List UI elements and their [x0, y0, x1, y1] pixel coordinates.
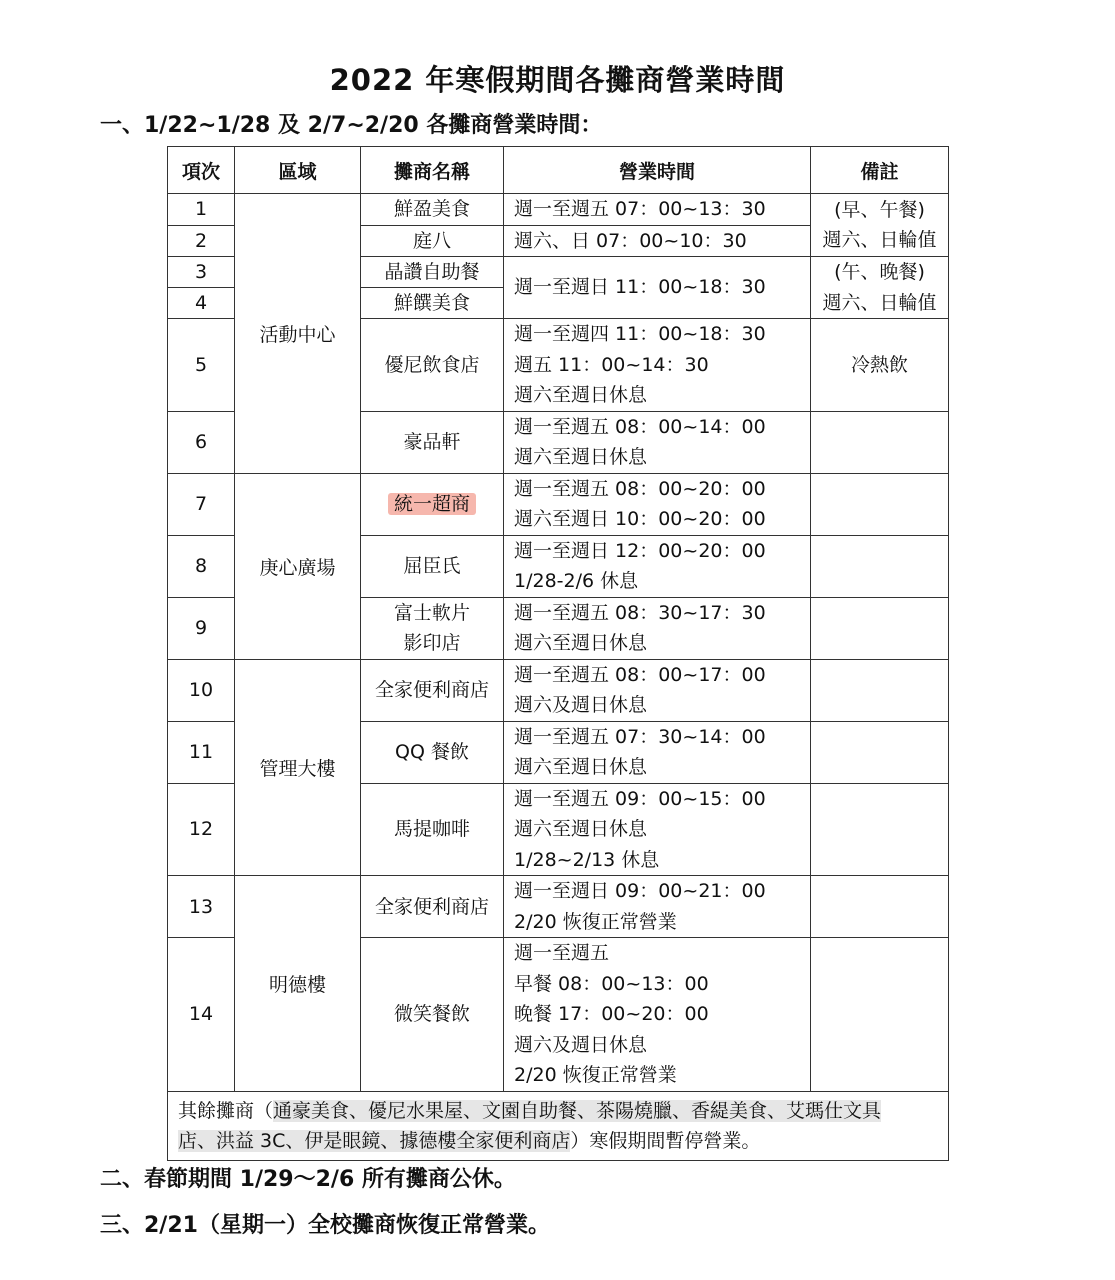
vendor-name-highlighted: 統一超商: [388, 493, 476, 515]
vendor-name: 全家便利商店: [361, 659, 504, 721]
area-activity-center: 活動中心: [235, 194, 361, 474]
note-cell: [811, 194, 949, 257]
item-no: 5: [168, 319, 235, 412]
vendor-name: QQ 餐飲: [361, 721, 504, 783]
note-cell: [811, 257, 949, 319]
hours-line: 週一至週五 08：00~17：00: [514, 663, 766, 686]
closed-vendor-list-2: 店、洪益 3C、伊是眼鏡、據德樓全家便利商店: [178, 1129, 571, 1152]
closed-vendors-note: [168, 1091, 949, 1160]
vendor-name: 馬提咖啡: [361, 783, 504, 876]
item-no: 3: [168, 257, 235, 288]
hours-line: 週六至週日休息: [514, 632, 648, 654]
item-no: 8: [168, 535, 235, 597]
hours-cell: 週一至週日 11：00~18：30: [504, 257, 811, 319]
hours-line: 早餐 08：00~13：00: [514, 972, 709, 995]
note-cell: [811, 876, 949, 938]
table-row: [168, 473, 949, 535]
table-row: [168, 194, 949, 226]
hours-line: 週一至週五 08：00~20：00: [514, 477, 766, 500]
hours-line: 晚餐 17：00~20：00: [514, 1003, 709, 1025]
note-cell: [811, 721, 949, 783]
hours-cell: [504, 659, 811, 721]
table-header-row: [168, 147, 949, 194]
vendor-name-line: 富士軟片: [393, 602, 470, 624]
vendor-name-line: 影印店: [403, 632, 461, 654]
header-vendor: 攤商名稱: [361, 147, 504, 194]
vendor-name: 屈臣氏: [361, 535, 504, 597]
hours-line: 週六及週日休息: [514, 1033, 648, 1056]
hours-line: 週一至週五: [514, 942, 610, 964]
vendor-name-cell: [361, 597, 504, 659]
header-hours: 營業時間: [504, 147, 811, 194]
hours-line: 週一至週五 08：00~14：00: [514, 415, 766, 438]
item-no: 4: [168, 288, 235, 319]
note-line: (午、晚餐): [834, 261, 925, 283]
hours-cell: 週一至週五 07：00~13：30: [504, 194, 811, 226]
note-line: (早、午餐): [834, 198, 925, 221]
hours-line: 1/28~2/13 休息: [514, 848, 660, 871]
hours-cell: 週六、日 07：00~10：30: [504, 225, 811, 257]
hours-line: 週一至週五 09：00~15：00: [514, 787, 766, 810]
note-cell: [811, 411, 949, 473]
schedule-table: [167, 146, 949, 1161]
hours-line: 週五 11：00~14：30: [514, 353, 709, 376]
table-row: [168, 659, 949, 721]
vendor-name-cell: [361, 473, 504, 535]
closed-vendor-list-1: 通豪美食、優尼水果屋、文園自助餐、茶陽燒臘、香緹美食、艾瑪仕文具: [273, 1099, 882, 1122]
note-cell: [811, 938, 949, 1092]
hours-cell: [504, 721, 811, 783]
note-line: 週六、日輪值: [822, 291, 937, 314]
footer-row: [168, 1091, 949, 1160]
hours-line: 週一至週日 12：00~20：00: [514, 539, 766, 562]
note-line: 週六、日輪值: [822, 229, 937, 251]
hours-cell: [504, 597, 811, 659]
hours-line: 週一至週五 08：30~17：30: [514, 601, 766, 624]
hours-cell: [504, 473, 811, 535]
area-mingde: 明德樓: [235, 876, 361, 1092]
hours-line: 週六及週日休息: [514, 694, 648, 716]
vendor-name: 鮮饌美食: [361, 288, 504, 319]
note-cell: [811, 659, 949, 721]
area-gengxin-plaza: 庚心廣場: [235, 473, 361, 659]
vendor-name: 全家便利商店: [361, 876, 504, 938]
item-no: 9: [168, 597, 235, 659]
header-item-no: 項次: [168, 147, 235, 194]
hours-cell: [504, 938, 811, 1092]
header-notes: 備註: [811, 147, 949, 194]
header-area: 區域: [235, 147, 361, 194]
item-no: 2: [168, 225, 235, 257]
hours-cell: [504, 411, 811, 473]
table-row: [168, 876, 949, 938]
hours-line: 週六至週日休息: [514, 446, 648, 468]
section-1-heading: 一、1/22~1/28 及 2/7~2/20 各攤商營業時間：: [100, 113, 603, 138]
hours-line: 週六至週日休息: [514, 756, 648, 778]
vendor-name: 鮮盈美食: [361, 194, 504, 226]
hours-line: 週六至週日 10：00~20：00: [514, 508, 766, 530]
hours-line: 1/28-2/6 休息: [514, 570, 639, 592]
hours-cell: [504, 535, 811, 597]
note-cell: 冷熱飲: [811, 319, 949, 412]
item-no: 13: [168, 876, 235, 938]
section-3-heading: 三、2/21（星期一）全校攤商恢復正常營業。: [100, 1213, 550, 1238]
section-2-heading: 二、春節期間 1/29～2/6 所有攤商公休。: [100, 1167, 516, 1192]
hours-cell: [504, 783, 811, 876]
hours-line: 2/20 恢復正常營業: [514, 1064, 677, 1086]
item-no: 12: [168, 783, 235, 876]
hours-line: 週六至週日休息: [514, 384, 648, 406]
hours-cell: [504, 876, 811, 938]
note-cell: [811, 783, 949, 876]
item-no: 10: [168, 659, 235, 721]
note-cell: [811, 535, 949, 597]
area-admin-building: 管理大樓: [235, 659, 361, 876]
footer-suffix: ）寒假期間暫停營業。: [570, 1129, 761, 1152]
vendor-name: 微笑餐飲: [361, 938, 504, 1092]
item-no: 1: [168, 194, 235, 226]
hours-line: 週一至週五 07：30~14：00: [514, 725, 766, 748]
item-no: 14: [168, 938, 235, 1092]
hours-line: 週一至週四 11：00~18：30: [514, 323, 766, 345]
note-cell: [811, 597, 949, 659]
item-no: 6: [168, 411, 235, 473]
hours-line: 週六至週日休息: [514, 818, 648, 840]
hours-line: 2/20 恢復正常營業: [514, 910, 677, 933]
item-no: 7: [168, 473, 235, 535]
vendor-name: 豪品軒: [361, 411, 504, 473]
vendor-name: 晶讚自助餐: [361, 257, 504, 288]
page-title: 2022 年寒假期間各攤商營業時間: [329, 63, 786, 97]
footer-prefix: 其餘攤商（: [178, 1099, 274, 1122]
note-cell: [811, 473, 949, 535]
hours-cell: [504, 319, 811, 412]
vendor-name: 庭八: [361, 225, 504, 257]
item-no: 11: [168, 721, 235, 783]
vendor-name: 優尼飲食店: [361, 319, 504, 412]
hours-line: 週一至週日 09：00~21：00: [514, 880, 766, 902]
